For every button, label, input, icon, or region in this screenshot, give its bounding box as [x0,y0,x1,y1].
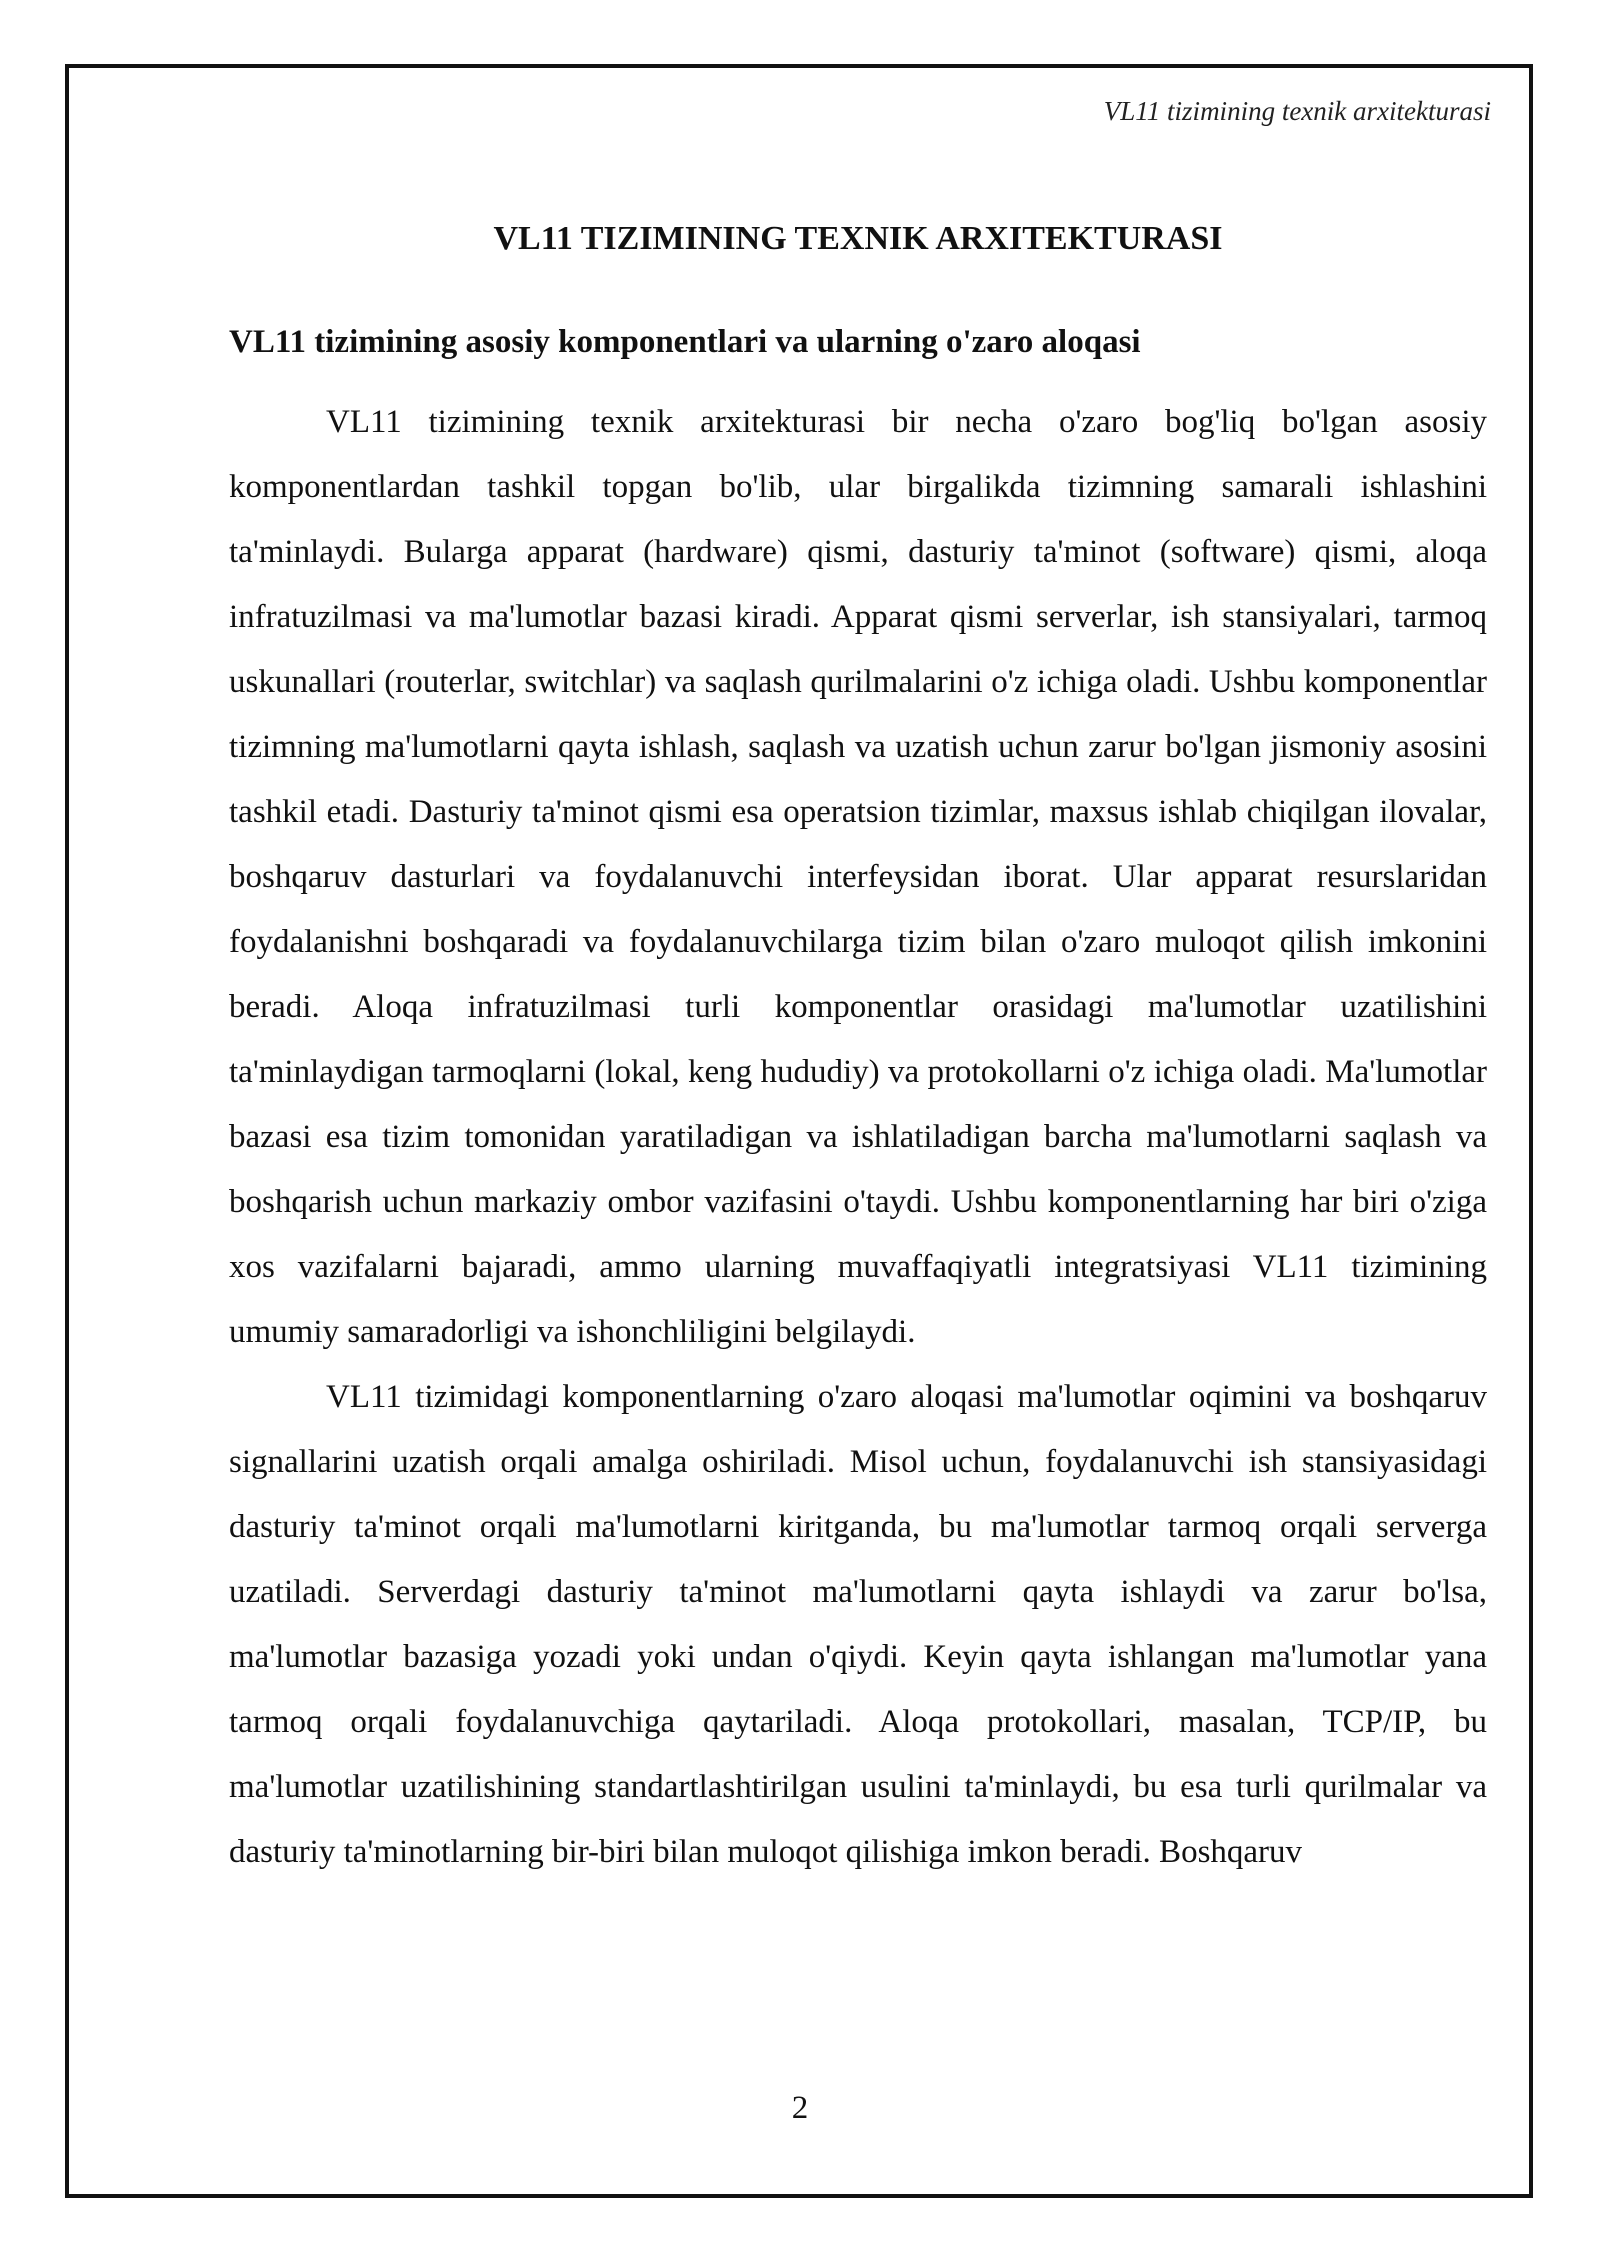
section-heading: VL11 tizimining asosiy komponentlari va ularning o'zaro aloqasi [229,324,1141,360]
document-title: VL11 TIZIMINING TEXNIK ARXITEKTURASI [493,220,1223,257]
page-number: 2 [791,2090,809,2126]
running-header: VL11 tizimining texnik arxitekturasi [1103,96,1491,126]
paragraph-2: VL11 tizimidagi komponentlarning o'zaro aloqasi ma'lumotlar oqimini va boshqaruv signallarini uzatish orqali amalga oshiriladi. Misol uchun, foydalanuvchi ish stansiyasidagi dasturiy ta'minot orqali ma'lumotlarni kiritganda, bu ma'lumotlar tarmoq orqali serverga uzatiladi. Serverdagi dasturiy ta'minot ma'lumotlarni qayta ishlaydi va zarur bo'lsa, ma'lumotlar bazasiga yozadi yoki undan o'qiydi. Keyin qayta ishlangan ma'lumotlar yana tarmoq orqali foydalanuvchiga qaytariladi. Aloqa protokollari, masalan, TCP/IP, bu ma'lumotlar uzatilishining standartlashtirilgan usulini ta'minlaydi, bu esa turli qurilmalar va dasturiy ta'minotlarning bir-biri bilan muloqot qilishiga imkon beradi. Boshqaruv [229,1379,1487,1870]
document-body [229,212,1487,1885]
paragraph-1: VL11 tizimining texnik arxitekturasi bir necha o'zaro bog'liq bo'lgan asosiy komponentlardan tashkil topgan bo'lib, ular birgalikda tizimning samarali ishlashini ta'minlaydi. Bularga apparat (hardware) qismi, dasturiy ta'minot (software) qismi, aloqa infratuzilmasi va ma'lumotlar bazasi kiradi. Apparat qismi serverlar, ish stansiyalari, tarmoq uskunallari (routerlar, switchlar) va saqlash qurilmalarini o'z ichiga oladi. Ushbu komponentlar tizimning ma'lumotlarni qayta ishlash, saqlash va uzatish uchun zarur bo'lgan jismoniy asosini tashkil etadi. Dasturiy ta'minot qismi esa operatsion tizimlar, maxsus ishlab chiqilgan ilovalar, boshqaruv dasturlari va foydalanuvchi interfeysidan iborat. Ular apparat resurslaridan foydalanishni boshqaradi va foydalanuvchilarga tizim bilan o'zaro muloqot qilish imkonini beradi. Aloqa infratuzilmasi turli komponentlar orasidagi ma'lumotlar uzatilishini ta'minlaydigan tarmoqlarni (lokal, keng hududiy) va protokollarni o'z ichiga oladi. Ma'lumotlar bazasi esa tizim tomonidan yaratiladigan va ishlatiladigan barcha ma'lumotlarni saqlash va boshqarish uchun markaziy ombor vazifasini o'taydi. Ushbu komponentlarning har biri o'ziga xos vazifalarni bajaradi, ammo ularning muvaffaqiyatli integratsiyasi VL11 tizimining umumiy samaradorligi va ishonchliligini belgilaydi. [229,404,1487,1350]
